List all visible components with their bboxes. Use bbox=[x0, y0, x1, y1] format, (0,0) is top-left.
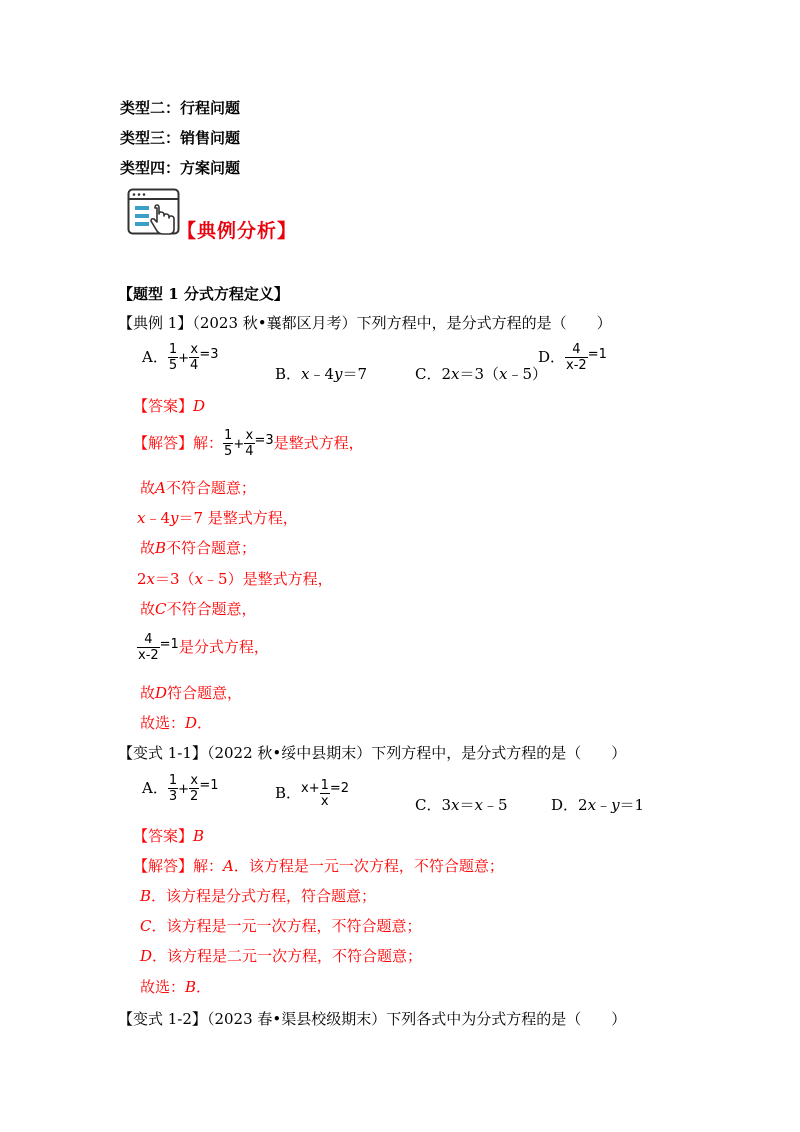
example1-option-b: B．x﹣4y＝7 bbox=[275, 365, 368, 383]
variant1-option-d: D．2x﹣y＝1 bbox=[551, 796, 645, 814]
fraction: $\frac{x}{4}$ bbox=[245, 428, 254, 459]
example1-solution-line4: 故B不符合题意； bbox=[140, 539, 257, 557]
example1-solution-line1: 【解答】解： $\frac{1}{5}$ + $\frac{x}{4}$ $^{=3}$是整式方程， bbox=[133, 428, 364, 459]
example1-solution-line8: 故D符合题意， bbox=[140, 684, 243, 702]
example1-solution-line9: 故选：D． bbox=[140, 714, 213, 732]
example1-source: （2023 秋•襄都区月考）下列方程中，是分式方程的是（ ） bbox=[192, 314, 612, 332]
type-item-3: 类型三：销售问题 bbox=[120, 129, 241, 147]
fraction: $\frac{4}{x-2}$ bbox=[566, 342, 587, 373]
example1-option-a: A． $\frac{1}{5}$ + $\frac{x}{4}$ $^{=3}$ bbox=[142, 342, 219, 373]
example1-question bbox=[118, 313, 612, 333]
variant1-solution-line3: C．该方程是一元一次方程，不符合题意； bbox=[140, 917, 422, 935]
example1-solution-line6: 故C不符合题意， bbox=[140, 600, 257, 618]
fraction: $\frac{x}{2}$ bbox=[190, 773, 199, 804]
variant1-question: 【变式 1-1】（2022 秋•绥中县期末）下列方程中，是分式方程的是（ ） bbox=[118, 744, 627, 762]
variant1-solution-line4: D．该方程是二元一次方程，不符合题意； bbox=[140, 947, 423, 965]
variant1-solution-line5: 故选：B． bbox=[140, 978, 212, 996]
fraction: $\frac{1}{x}$ bbox=[320, 778, 329, 809]
example1-prefix: 【典例 1】 bbox=[118, 314, 193, 332]
example1-solution-line3: x﹣4y＝7 是整式方程， bbox=[137, 509, 298, 527]
variant1-option-b: B．$^{x+}$ $\frac{1}{x}$ $^{=2}$ bbox=[275, 778, 350, 809]
banner-title: 【典例分析】 bbox=[177, 220, 298, 242]
fraction: $\frac{1}{5}$ bbox=[224, 428, 233, 459]
fraction: $\frac{x}{4}$ bbox=[190, 342, 199, 373]
example1-solution-line7: $\frac{4}{x-2}$ $^{=1}$是分式方程， bbox=[138, 632, 269, 663]
variant1-solution-line1: 【解答】解：A．该方程是一元一次方程，不符合题意； bbox=[133, 857, 504, 875]
example1-solution-line5: 2x＝3（x﹣5）是整式方程， bbox=[137, 570, 333, 588]
variant1-option-a: A． $\frac{1}{3}$ + $\frac{x}{2}$ $^{=1}$ bbox=[142, 773, 219, 804]
variant1-option-c: C．3x＝x﹣5 bbox=[415, 796, 508, 814]
type-item-4: 类型四：方案问题 bbox=[120, 159, 241, 177]
fraction: $\frac{4}{x-2}$ bbox=[138, 632, 159, 663]
section-title: 【题型 1 分式方程定义】 bbox=[118, 285, 289, 303]
variant1-solution-line2: B．该方程是分式方程，符合题意； bbox=[140, 887, 377, 905]
variant2-question: 【变式 1-2】（2023 春•渠县校级期末）下列各式中为分式方程的是（ ） bbox=[118, 1010, 627, 1028]
example-analysis-banner bbox=[127, 188, 298, 248]
example1-option-c: C．2x＝3（x﹣5） bbox=[415, 365, 548, 383]
example1-answer: 【答案】D bbox=[133, 397, 206, 415]
browser-hand-pointer-icon bbox=[127, 188, 183, 244]
fraction: $\frac{1}{5}$ bbox=[168, 342, 178, 373]
fraction: $\frac{1}{3}$ bbox=[168, 773, 178, 804]
example1-option-d: D． $\frac{4}{x-2}$ $^{=1}$ bbox=[538, 342, 607, 373]
example1-solution-line2: 故A不符合题意； bbox=[140, 479, 256, 497]
variant1-answer: 【答案】B bbox=[133, 827, 205, 845]
type-item-2: 类型二：行程问题 bbox=[120, 99, 241, 117]
